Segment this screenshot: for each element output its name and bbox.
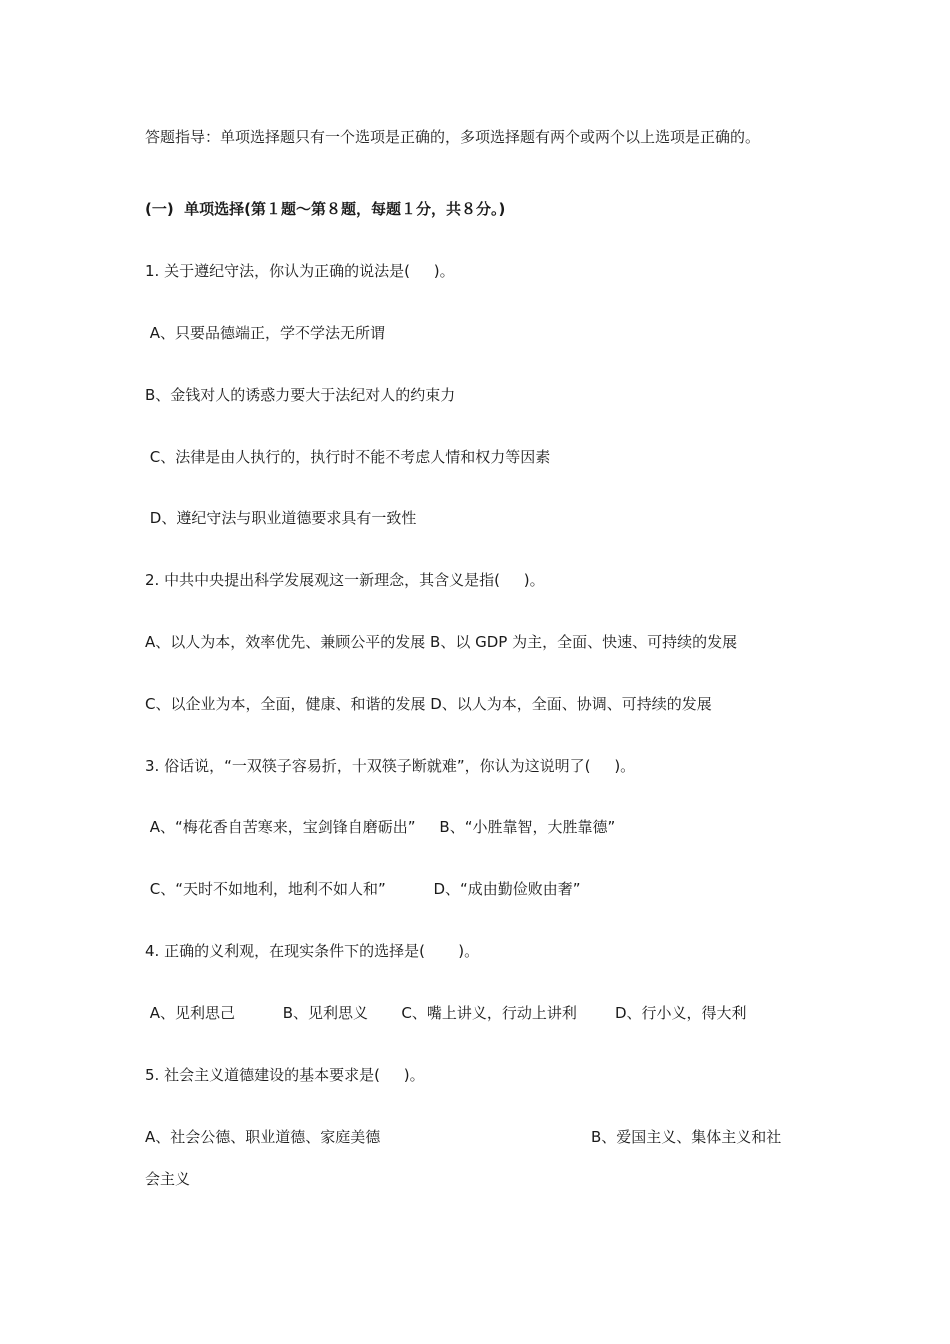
question-1-option-a: A、只要品德端正，学不学法无所谓 (145, 324, 386, 342)
question-5-option-b-continued: 会主义 (145, 1170, 191, 1188)
instructions-text: 答题指导：单项选择题只有一个选项是正确的，多项选择题有两个或两个以上选项是正确的。 (145, 128, 761, 146)
question-4-options: A、见利思己 B、见利思义 C、嘴上讲义，行动上讲利 D、行小义，得大利 (145, 1004, 747, 1022)
question-1-option-c: C、法律是由人执行的，执行时不能不考虑人情和权力等因素 (145, 448, 551, 466)
question-4-stem: 4. 正确的义利观，在现实条件下的选择是( )。 (145, 942, 480, 960)
question-1-stem: 1. 关于遵纪守法，你认为正确的说法是( )。 (145, 262, 455, 280)
question-2-stem: 2. 中共中央提出科学发展观这一新理念，其含义是指( )。 (145, 571, 545, 589)
question-2-options-ab: A、以人为本，效率优先、兼顾公平的发展 B、以 GDP 为主，全面、快速、可持续的发展 (145, 633, 738, 651)
question-5-stem: 5. 社会主义道德建设的基本要求是( )。 (145, 1066, 425, 1084)
question-1-option-b: B、金钱对人的诱惑力要大于法纪对人的约束力 (145, 386, 456, 404)
question-1-option-d: D、遵纪守法与职业道德要求具有一致性 (145, 509, 417, 527)
question-2-options-cd: C、以企业为本，全面，健康、和谐的发展 D、以人为本，全面、协调、可持续的发展 (145, 695, 712, 713)
question-3-options-cd: C、“天时不如地利，地利不如人和” D、“成由勤俭败由奢” (145, 880, 581, 898)
question-3-stem: 3. 俗话说，“一双筷子容易折，十双筷子断就难”，你认为这说明了( )。 (145, 757, 636, 775)
question-5-option-b: B、爱国主义、集体主义和社 (591, 1128, 782, 1146)
question-5-option-a: A、社会公德、职业道德、家庭美德 (145, 1128, 381, 1146)
question-3-options-ab: A、“梅花香自苦寒来，宝剑锋自磨砺出” B、“小胜靠智，大胜靠德” (145, 818, 616, 836)
section-title: (一) 单项选择(第１题～第８题，每题１分，共８分。) (145, 200, 506, 218)
